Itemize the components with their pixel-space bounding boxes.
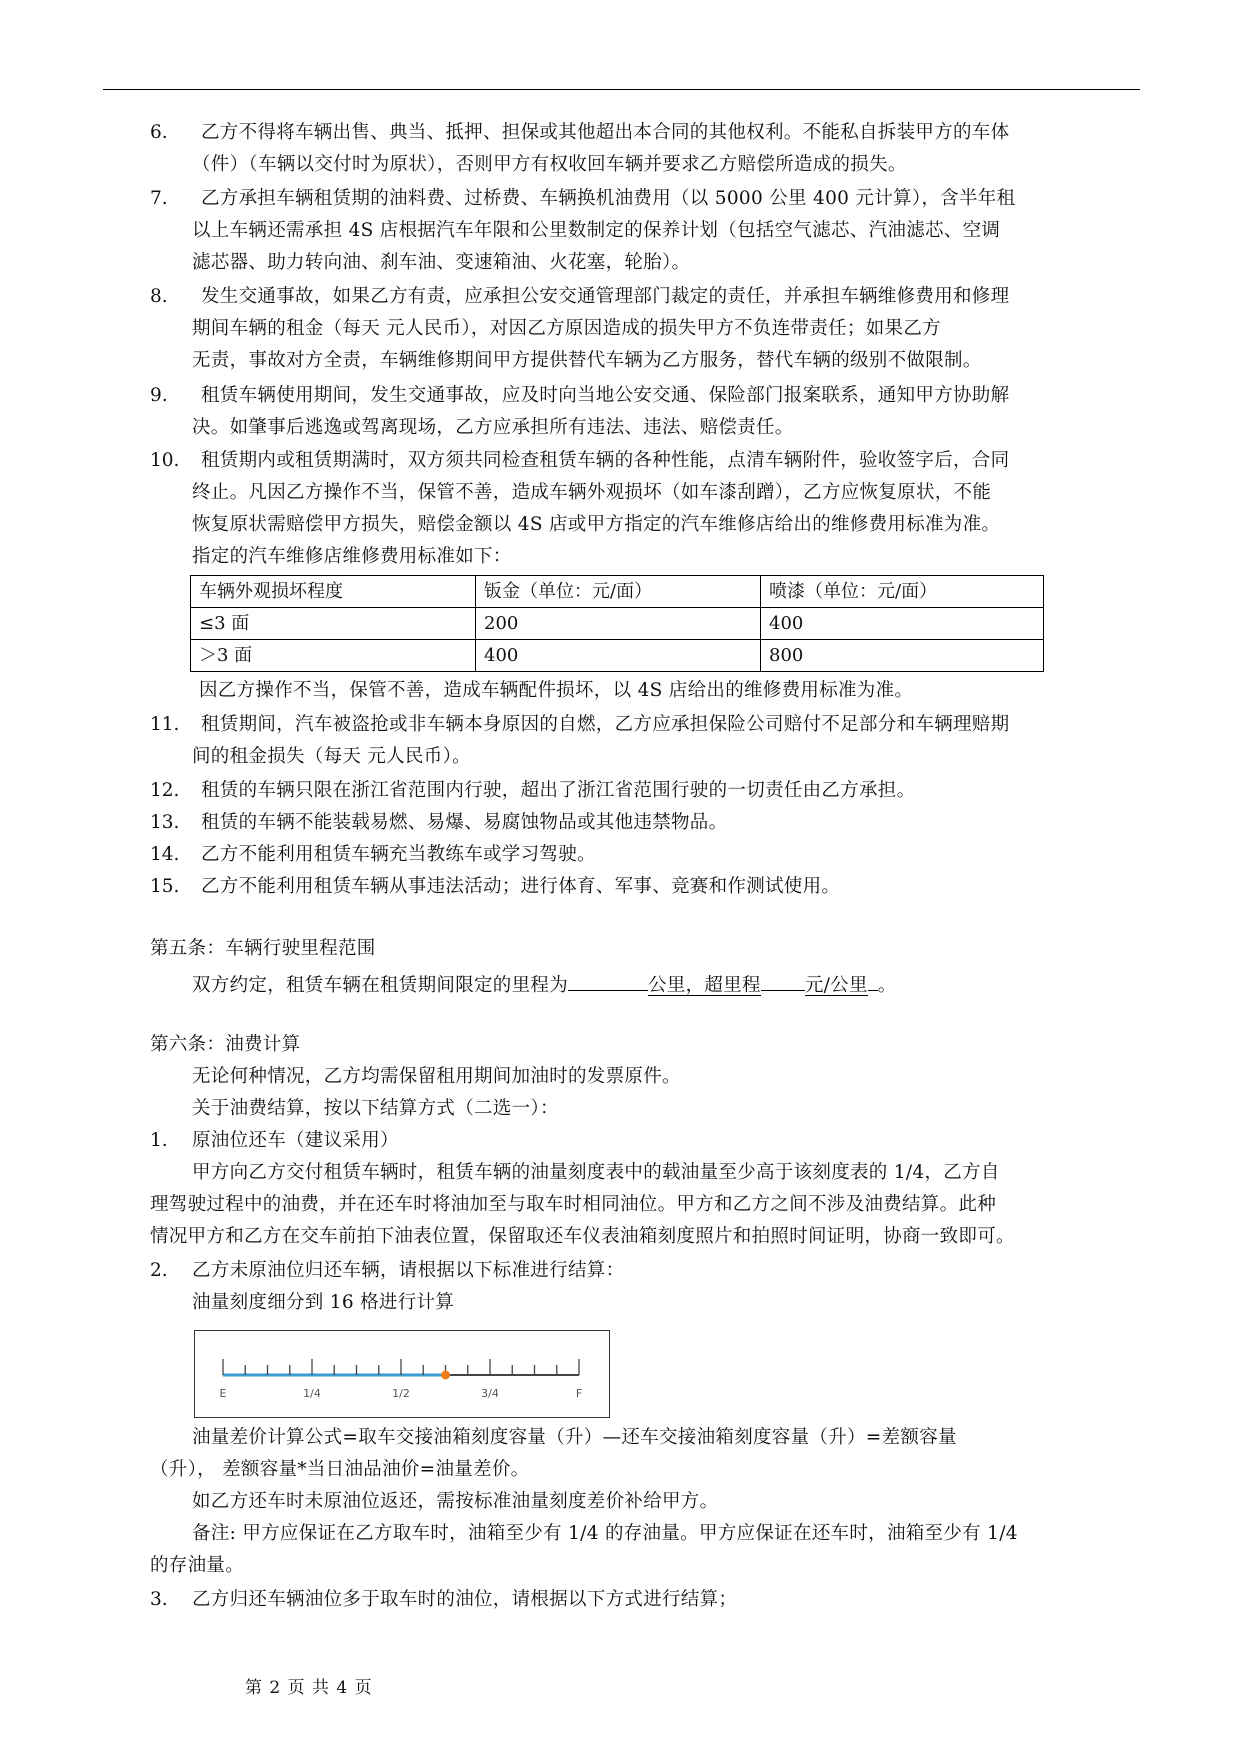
article-6-title: 第六条：油费计算 bbox=[150, 1034, 301, 1055]
page-footer: 第 2 页 共 4 页 bbox=[245, 1678, 373, 1698]
item-number: 10. bbox=[150, 450, 180, 471]
overage-price-blank[interactable] bbox=[761, 969, 805, 991]
underline-tail bbox=[868, 969, 878, 991]
item-11-line-2: 间的租金损失（每天 元人民币）。 bbox=[192, 746, 471, 767]
table-cell: ≤3 面 bbox=[191, 608, 476, 640]
article-6-para-2: 关于油费结算，按以下结算方式（二选一）： bbox=[192, 1098, 559, 1119]
table-header-cell: 车辆外观损坏程度 bbox=[191, 576, 476, 608]
after-table-text: 因乙方操作不当，保管不善，造成车辆配件损坏，以 4S 店给出的维修费用标准为准。 bbox=[199, 680, 914, 701]
formula-line-2: （升）， 差额容量*当日油品油价=油量差价。 bbox=[150, 1459, 530, 1480]
item-8-line-2: 期间车辆的租金（每天 元人民币），对因乙方原因造成的损失甲方不负连带责任；如果乙方 bbox=[192, 318, 941, 339]
item-number: 8. bbox=[150, 286, 168, 307]
repair-fee-table bbox=[190, 575, 1044, 672]
article-6-para-3: 如乙方还车时未原油位返还，需按标准油量刻度差价补给甲方。 bbox=[192, 1491, 719, 1512]
item-number: 13. bbox=[150, 812, 180, 833]
fuel-gauge-svg bbox=[195, 1331, 609, 1417]
item-9-line-1: 租赁车辆使用期间，发生交通事故，应及时向当地公安交通、保险部门报案联系，通知甲方协助解 bbox=[201, 385, 1010, 406]
note-line-2: 的存油量。 bbox=[150, 1555, 245, 1576]
table-cell: 400 bbox=[761, 608, 1044, 640]
header-rule bbox=[103, 89, 1140, 90]
section-1-line-2: 理驾驶过程中的油费，并在还车时将油加至与取车时相同油位。甲方和乙方之间不涉及油费结算。此种 bbox=[150, 1194, 997, 1215]
mileage-limit-blank[interactable] bbox=[568, 969, 648, 991]
section-number: 2. bbox=[150, 1260, 168, 1281]
item-10-line-2: 终止。凡因乙方操作不当，保管不善，造成车辆外观损坏（如车漆刮蹭），乙方应恢复原状，不能 bbox=[192, 482, 992, 503]
section-2-note: 油量刻度细分到 16 格进行计算 bbox=[192, 1292, 455, 1313]
item-10-line-3: 恢复原状需赔偿甲方损失，赔偿金额以 4S 店或甲方指定的汽车维修店给出的维修费用标准为准。 bbox=[192, 514, 1001, 535]
item-number: 9. bbox=[150, 385, 168, 406]
gauge-label: 1/2 bbox=[392, 1387, 410, 1400]
note-line-1: 备注: 甲方应保证在乙方取车时，油箱至少有 1/4 的存油量。甲方应保证在还车时，油箱至少有 1/4 bbox=[192, 1523, 1018, 1544]
item-7-line-3: 滤芯器、助力转向油、刹车油、变速箱油、火花塞，轮胎）。 bbox=[192, 252, 691, 273]
item-8-line-3: 无责，事故对方全责，车辆维修期间甲方提供替代车辆为乙方服务，替代车辆的级别不做限制。 bbox=[192, 350, 982, 371]
formula-line-1: 油量差价计算公式=取车交接油箱刻度容量（升）—还车交接油箱刻度容量（升）=差额容量 bbox=[192, 1427, 957, 1448]
gauge-marker bbox=[441, 1371, 450, 1380]
item-number: 15. bbox=[150, 876, 180, 897]
item-number: 7. bbox=[150, 188, 168, 209]
item-number: 11. bbox=[150, 714, 180, 735]
item-8-line-1: 发生交通事故，如果乙方有责，应承担公安交通管理部门裁定的责任，并承担车辆维修费用和修理 bbox=[201, 286, 1010, 307]
table-row bbox=[191, 608, 1044, 640]
item-10-line-4: 指定的汽车维修店维修费用标准如下： bbox=[192, 546, 512, 567]
gauge-label: E bbox=[219, 1387, 227, 1400]
section-2-title: 乙方未原油位归还车辆，请根据以下标准进行结算： bbox=[192, 1260, 625, 1281]
item-number: 12. bbox=[150, 780, 180, 801]
item-6-line-1: 乙方不得将车辆出售、典当、抵押、担保或其他超出本合同的其他权利。不能私自拆装甲方的车体 bbox=[201, 122, 1010, 143]
gauge-label: 1/4 bbox=[303, 1387, 321, 1400]
section-3-title: 乙方归还车辆油位多于取车时的油位，请根据以下方式进行结算； bbox=[192, 1589, 738, 1610]
table-cell: 400 bbox=[476, 640, 761, 672]
table-cell: 800 bbox=[761, 640, 1044, 672]
item-7-line-2: 以上车辆还需承担 4S 店根据汽车年限和公里数制定的保养计划（包括空气滤芯、汽油滤芯、空调 bbox=[192, 220, 1001, 241]
fuel-gauge-figure bbox=[194, 1330, 610, 1418]
item-11-line-1: 租赁期间，汽车被盗抢或非车辆本身原因的自燃，乙方应承担保险公司赔付不足部分和车辆理赔期 bbox=[201, 714, 1010, 735]
item-13-line: 租赁的车辆不能装载易燃、易爆、易腐蚀物品或其他违禁物品。 bbox=[201, 812, 728, 833]
item-12-line: 租赁的车辆只限在浙江省范围内行驶，超出了浙江省范围行驶的一切责任由乙方承担。 bbox=[201, 780, 916, 801]
gauge-label: 3/4 bbox=[481, 1387, 499, 1400]
table-cell: ＞3 面 bbox=[191, 640, 476, 672]
article-6-para-1: 无论何种情况，乙方均需保留租用期间加油时的发票原件。 bbox=[192, 1066, 681, 1087]
item-number: 14. bbox=[150, 844, 180, 865]
table-row bbox=[191, 640, 1044, 672]
table-cell: 200 bbox=[476, 608, 761, 640]
item-14-line: 乙方不能利用租赁车辆充当教练车或学习驾驶。 bbox=[201, 844, 596, 865]
table-header-row bbox=[191, 576, 1044, 608]
gauge-label: F bbox=[575, 1387, 583, 1400]
table-header-cell: 钣金（单位：元/面） bbox=[476, 576, 761, 608]
item-7-line-1: 乙方承担车辆租赁期的油料费、过桥费、车辆换机油费用（以 5000 公里 400 元计算），含半年租 bbox=[201, 188, 1016, 209]
item-15-line: 乙方不能利用租赁车辆从事违法活动；进行体育、军事、竞赛和作测试使用。 bbox=[201, 876, 841, 897]
article-5-title: 第五条：车辆行驶里程范围 bbox=[150, 938, 376, 959]
section-1-title: 原油位还车（建议采用） bbox=[192, 1130, 399, 1151]
table-header-cell: 喷漆（单位：元/面） bbox=[761, 576, 1044, 608]
section-1-line-3: 情况甲方和乙方在交车前拍下油表位置，保留取还车仪表油箱刻度照片和拍照时间证明，协商一致即可。 bbox=[150, 1226, 1015, 1247]
article-5-text-c: 元/公里 bbox=[804, 975, 868, 996]
item-9-line-2: 决。如肇事后逃逸或驾离现场，乙方应承担所有违法、违法、赔偿责任。 bbox=[192, 417, 794, 438]
article-5-text-a: 双方约定，租赁车辆在租赁期间限定的里程为 bbox=[192, 975, 569, 996]
article-5-text-b: 公里，超里程 bbox=[648, 975, 761, 996]
section-number: 3. bbox=[150, 1589, 168, 1610]
article-5-text bbox=[192, 969, 897, 998]
article-5-text-d: 。 bbox=[877, 975, 897, 996]
item-10-line-1: 租赁期内或租赁期满时，双方须共同检查租赁车辆的各种性能，点清车辆附件，验收签字后，合同 bbox=[201, 450, 1010, 471]
item-number: 6. bbox=[150, 122, 168, 143]
section-1-line-1: 甲方向乙方交付租赁车辆时，租赁车辆的油量刻度表中的载油量至少高于该刻度表的 1/4，乙方自 bbox=[192, 1162, 1000, 1183]
section-number: 1. bbox=[150, 1130, 168, 1151]
item-6-line-2: （件）（车辆以交付时为原状），否则甲方有权收回车辆并要求乙方赔偿所造成的损失。 bbox=[192, 154, 907, 175]
